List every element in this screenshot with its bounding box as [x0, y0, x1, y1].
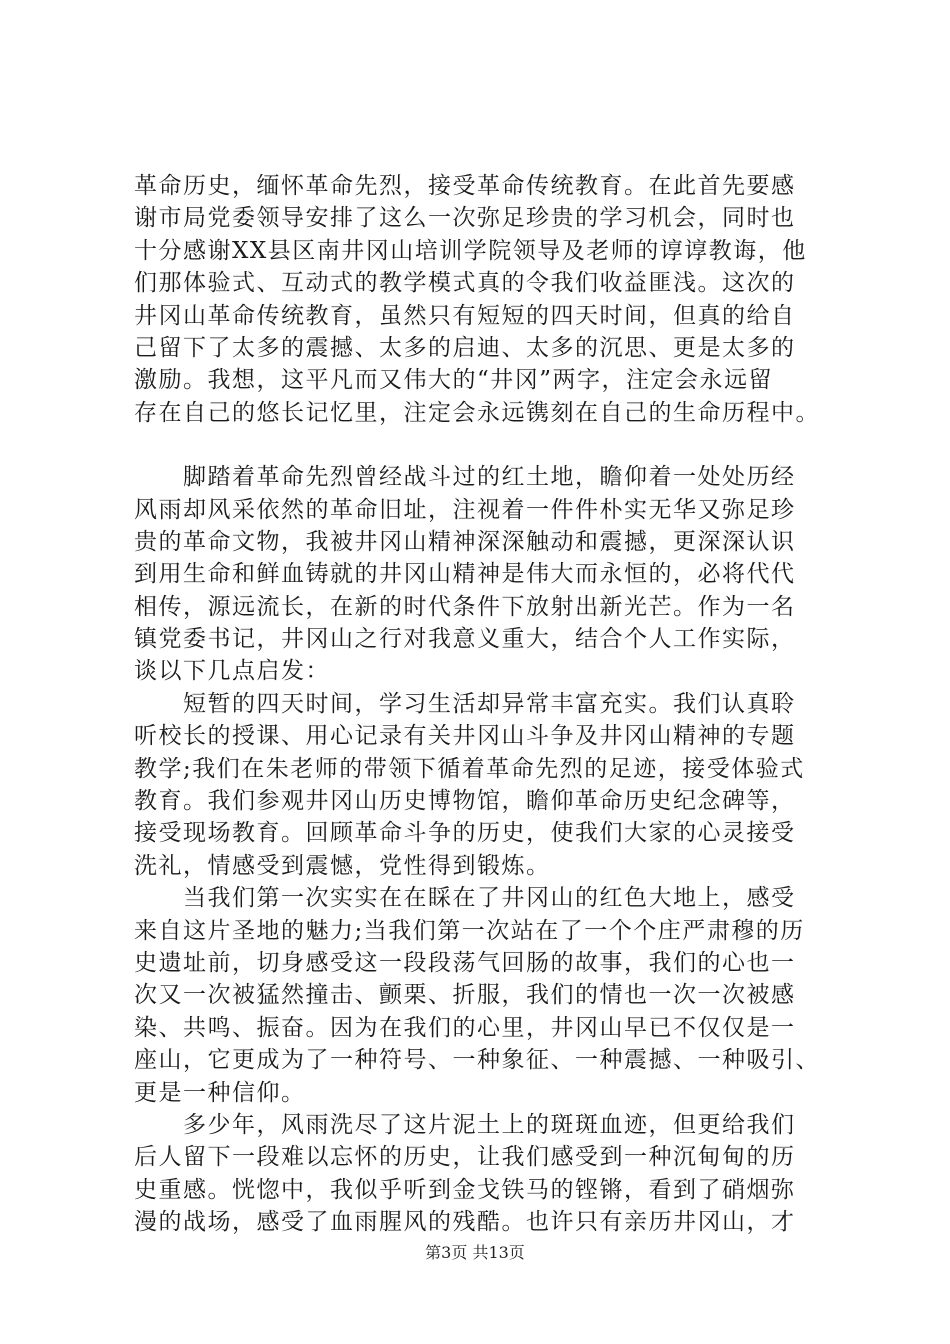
text-line: 镇党委书记，井冈山之行对我意义重大，结合个人工作实际， — [134, 626, 796, 653]
text-line: 激励。我想，这平凡而又伟大的“井冈”两字，注定会永远留 — [134, 367, 774, 394]
text-line: 贵的革命文物，我被井冈山精神深深触动和震撼，更深深认识 — [134, 528, 796, 555]
paragraph-1 — [134, 170, 834, 429]
text-line: 接受现场教育。回顾革命斗争的历史，使我们大家的心灵接受 — [134, 820, 796, 847]
text-line: 相传，源远流长，在新的时代条件下放射出新光芒。作为一名 — [134, 593, 796, 620]
text-line: 谈以下几点启发： — [134, 658, 330, 685]
text-line: 史重感。恍惚中，我似乎听到金戈铁马的铿锵，看到了硝烟弥 — [134, 1176, 796, 1203]
page-footer — [0, 1240, 950, 1263]
text-line: 井冈山革命传统教育，虽然只有短短的四天时间，但真的给自 — [134, 302, 796, 329]
text-line: 次又一次被猛然撞击、颤栗、折服，我们的情也一次一次被感 — [134, 982, 796, 1009]
text-line: 多少年，风雨洗尽了这片泥土上的斑斑血迹，但更给我们 — [134, 1111, 796, 1138]
paragraph-5 — [134, 1109, 834, 1239]
text-line: 十分感谢XX县区南井冈山培训学院领导及老师的谆谆教诲，他 — [134, 237, 807, 264]
text-line: 革命历史，缅怀革命先烈，接受革命传统教育。在此首先要感 — [134, 173, 796, 199]
document-body — [134, 170, 834, 1239]
paragraph-4 — [134, 882, 834, 1109]
paragraph-spacer — [134, 429, 834, 461]
text-line: 座山，它更成为了一种符号、一种象征、一种震撼、一种吸引、 — [134, 1047, 820, 1074]
text-line: 漫的战场，感受了血雨腥风的残酷。也许只有亲历井冈山，才 — [134, 1209, 796, 1236]
text-line: 们那体验式、互动式的教学模式真的令我们收益匪浅。这次的 — [134, 270, 796, 297]
text-line: 更是一种信仰。 — [134, 1079, 306, 1106]
text-line: 听校长的授课、用心记录有关井冈山斗争及井冈山精神的专题 — [134, 723, 796, 750]
text-line: 到用生命和鲜血铸就的井冈山精神是伟大而永恒的，必将代代 — [134, 561, 796, 588]
text-line: 教育。我们参观井冈山历史博物馆，瞻仰革命历史纪念碑等， — [134, 788, 796, 815]
text-line: 来自这片圣地的魅力;当我们第一次站在了一个个庄严肃穆的历 — [134, 917, 805, 944]
text-line: 教学;我们在朱老师的带领下循着革命先烈的足迹，接受体验式 — [134, 755, 805, 782]
text-line: 后人留下一段难以忘怀的历史，让我们感受到一种沉甸甸的历 — [134, 1144, 796, 1171]
text-line: 脚踏着革命先烈曾经战斗过的红土地，瞻仰着一处处历经 — [134, 464, 796, 491]
page-number: 第3页 共13页 — [425, 1243, 525, 1262]
text-line: 风雨却风采依然的革命旧址，注视着一件件朴实无华又弥足珍 — [134, 496, 796, 523]
text-line: 洗礼，情感受到震憾，党性得到锻炼。 — [134, 852, 551, 879]
text-line: 短暂的四天时间，学习生活却异常丰富充实。我们认真聆 — [134, 690, 796, 717]
text-line: 谢市局党委领导安排了这么一次弥足珍贵的学习机会，同时也 — [134, 205, 796, 232]
paragraph-2 — [134, 461, 834, 688]
text-line: 己留下了太多的震撼、太多的启迪、太多的沉思、更是太多的 — [134, 334, 796, 361]
text-line: 当我们第一次实实在在睬在了井冈山的红色大地上，感受 — [134, 885, 796, 912]
text-line: 存在自己的悠长记忆里，注定会永远镌刻在自己的生命历程中。 — [134, 399, 820, 426]
paragraph-3 — [134, 688, 834, 882]
text-line: 史遗址前，切身感受这一段段荡气回肠的故事，我们的心也一 — [134, 949, 796, 976]
text-line: 染、共鸣、振奋。因为在我们的心里，井冈山早已不仅仅是一 — [134, 1014, 796, 1041]
